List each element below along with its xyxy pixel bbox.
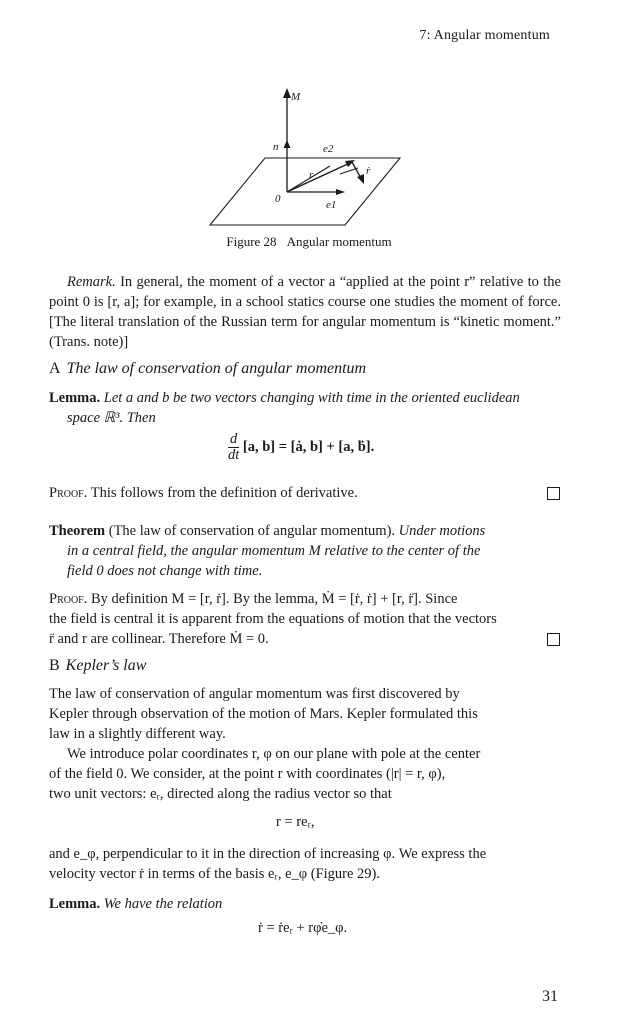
running-head: 7: Angular momentum [419,28,550,43]
kepler-line5: of the field 0. We consider, at the point r with coordinates (|r| = r, φ), [49,766,446,782]
lemma1-line2: space ℝ³. Then [67,410,156,426]
label-e1: e1 [326,199,337,211]
section-b-heading [49,657,146,675]
proof2-line1 [49,589,561,609]
theorem-line2: in a central field, the angular momentum M relative to the center of the [67,543,481,559]
remark-text: In general, the moment of a vector a “applied at the point r” relative to the point 0 is [r, a]; for example, in a school statics course one studies the moment of force. [The literal translation of the Russian term for angular momentum is “kinetic moment.” (Trans. note)] [49,274,561,350]
section-b-title: Kepler’s law [65,657,147,674]
proof2-line1-text: By definition M = [r, ṙ]. By the lemma, Ṁ = [ṙ, ṙ] + [r, r̈]. Since [91,591,458,607]
proof1-paragraph [49,483,561,503]
label-origin: 0 [275,193,281,205]
r-vector [287,162,352,192]
lemma1-statement [49,388,561,408]
kepler2-line2: velocity vector ṙ in terms of the basis eᵣ, e_φ (Figure 29). [49,866,381,882]
axis-m-arrowhead [283,88,291,98]
derivative-fraction [228,432,239,463]
lemma1-line1: Let a and b be two vectors changing with time in the oriented euclidean [103,390,520,406]
kepler-line3: law in a slightly different way. [49,726,226,742]
rdot-hatch [340,168,358,174]
proof2-line2: the field is central it is apparent from the equations of motion that the vectors [49,611,497,627]
proof1-text: This follows from the definition of derivative. [90,485,358,501]
label-M: M [291,91,301,103]
e1-arrowhead [336,189,345,195]
remark-label: Remark. [67,274,116,290]
figure-angular-momentum [190,80,430,230]
kepler2-line1: and e_φ, perpendicular to it in the direction of increasing φ. We express the [49,846,487,862]
frac-dt: dt [228,447,240,463]
axis-n-arrowhead [284,140,291,148]
qed-box-2 [547,633,560,646]
remark-paragraph [49,272,561,352]
label-rdot: ṙ [366,165,371,177]
section-b-letter: B [49,657,60,674]
theorem-line1 [49,521,561,541]
proof2-label: Proof. [49,591,88,607]
lemma1-formula [228,432,374,463]
lemma1-label: Lemma. [49,390,101,406]
proof1-label: Proof. [49,485,88,501]
label-e2: e2 [323,143,334,155]
section-a-letter: A [49,360,61,377]
formula-rdot: ṙ = ṙeᵣ + rφ̇e_φ. [258,920,348,936]
lemma1-formula-rest: [a, b] = [ȧ, b] + [a, ḃ]. [242,438,375,455]
figure-diagram [190,80,430,230]
lemma2-paragraph [49,894,561,914]
caption-number: Figure 28 [226,234,277,249]
caption-text: Angular momentum [286,234,392,249]
kepler-line6: two unit vectors: eᵣ, directed along the radius vector so that [49,786,392,802]
label-n: n [273,141,279,153]
section-a-heading [49,360,366,378]
rdot-arrowhead [357,174,364,184]
theorem-line3: field 0 does not change with time. [67,563,263,579]
lemma2-text: We have the relation [103,896,223,912]
lemma2-label: Lemma. [49,896,101,912]
label-r: r [309,169,314,181]
qed-box-1 [547,487,560,500]
formula-r: r = reᵣ, [276,814,315,830]
proof2-line3: r̈ and r are collinear. Therefore Ṁ = 0. [49,631,269,647]
frac-d: d [228,432,239,448]
section-a-title: The law of conservation of angular momentum [66,360,367,377]
theorem-line1-plain: (The law of conservation of angular momentum). [108,523,396,539]
figure-caption [0,234,618,250]
theorem-label: Theorem [49,523,106,539]
kepler-line4: We introduce polar coordinates r, φ on our plane with pole at the center [67,746,481,762]
page-number: 31 [542,988,558,1005]
kepler-line1: The law of conservation of angular momentum was first discovered by [49,686,460,702]
theorem-line1-italic: Under motions [398,523,486,539]
kepler-line2: Kepler through observation of the motion of Mars. Kepler formulated this [49,706,478,722]
